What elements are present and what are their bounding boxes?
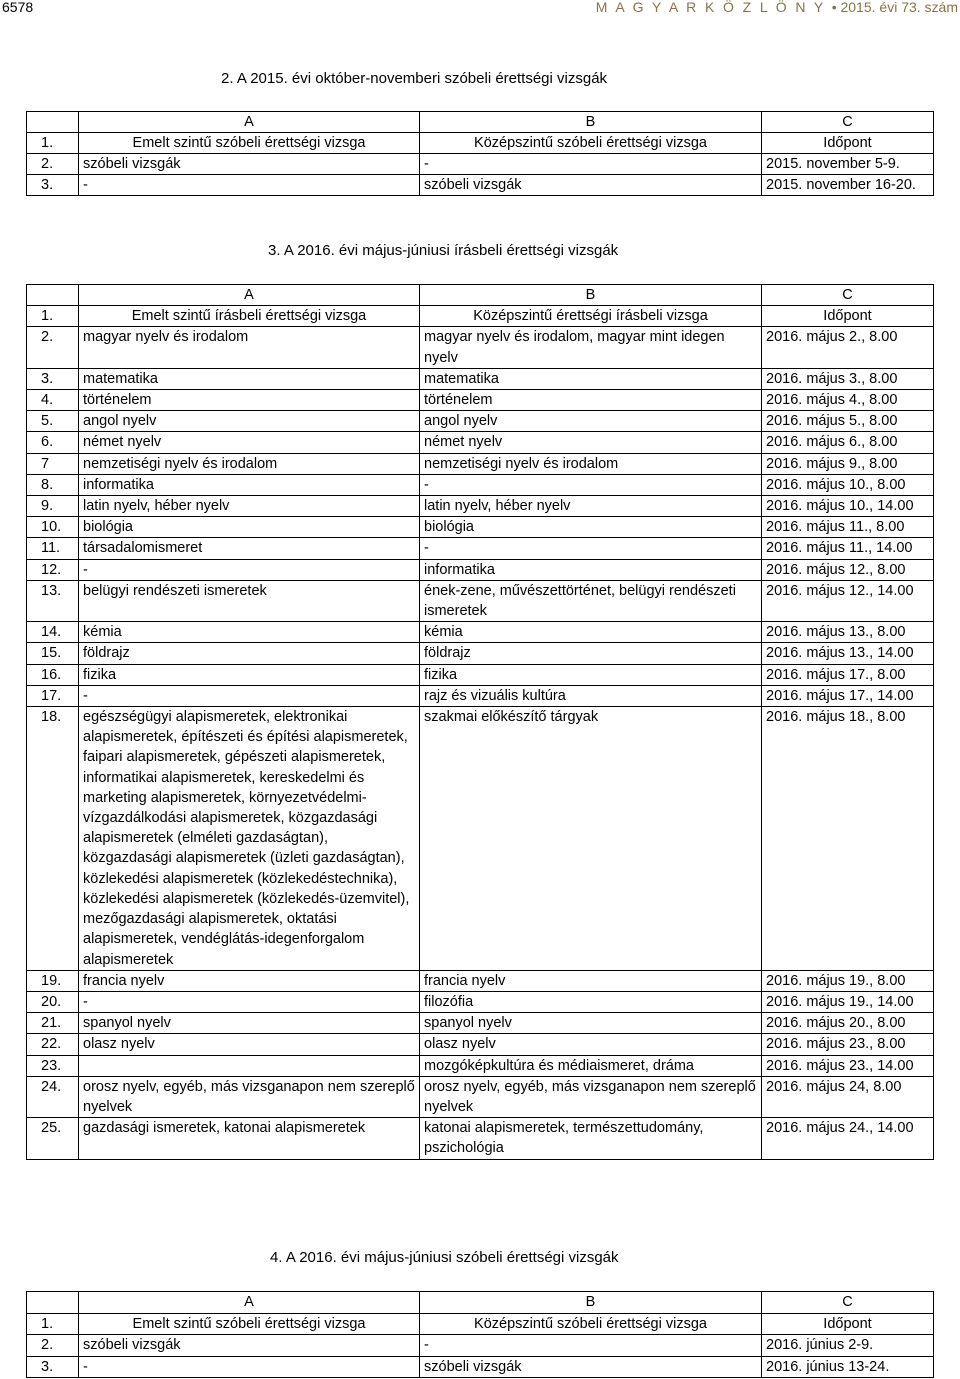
cell-emelt: - (79, 559, 420, 580)
column-letter: A (79, 285, 420, 306)
cell-kozep: - (420, 474, 762, 495)
cell-emelt: spanyol nyelv (79, 1013, 420, 1034)
column-letter: C (762, 1292, 934, 1314)
cell-emelt: matematika (79, 368, 420, 389)
column-letter: A (79, 1292, 420, 1314)
table-row (27, 368, 934, 389)
table-row (27, 496, 934, 517)
section-4-table (26, 1291, 934, 1378)
cell-idopont: 2016. május 12., 8.00 (762, 559, 934, 580)
table-row (27, 1335, 934, 1357)
cell-idopont: 2016. június 2-9. (762, 1335, 934, 1357)
cell-idopont: 2016. május 23., 14.00 (762, 1055, 934, 1076)
table-row (27, 411, 934, 432)
column-letter: B (420, 285, 762, 306)
cell-kozep: spanyol nyelv (420, 1013, 762, 1034)
cell-kozep: informatika (420, 559, 762, 580)
column-header-b: Középszintű érettségi írásbeli vizsga (420, 306, 762, 327)
cell-idopont: 2016. május 11., 8.00 (762, 517, 934, 538)
cell-idopont: 2016. május 11., 14.00 (762, 538, 934, 559)
column-header-row (27, 306, 934, 327)
page-header (0, 0, 960, 14)
section-3-table (26, 284, 934, 1160)
row-number: 13. (27, 580, 79, 621)
cell-emelt: fizika (79, 664, 420, 685)
column-letter: A (79, 112, 420, 133)
journal-name: M A G Y A R K Ö Z L Ö N Y (595, 0, 826, 15)
cell-kozep: katonai alapismeretek, természettudomány, pszichológia (420, 1118, 762, 1159)
cell-emelt: magyar nyelv és irodalom (79, 327, 420, 368)
cell-idopont: 2016. május 19., 14.00 (762, 991, 934, 1012)
cell-idopont: 2015. november 5-9. (762, 154, 934, 175)
row-number: 12. (27, 559, 79, 580)
column-header-b: Középszintű szóbeli érettségi vizsga (420, 1313, 762, 1335)
section-2-table (26, 111, 934, 196)
row-number: 3. (27, 1356, 79, 1378)
cell-idopont: 2016. május 3., 8.00 (762, 368, 934, 389)
corner-cell (27, 1292, 79, 1314)
row-number: 2. (27, 154, 79, 175)
cell-kozep: orosz nyelv, egyéb, más vizsganapon nem szereplő nyelvek (420, 1076, 762, 1117)
table-row (27, 643, 934, 664)
table-row (27, 432, 934, 453)
cell-idopont: 2016. május 2., 8.00 (762, 327, 934, 368)
row-number: 1. (27, 306, 79, 327)
row-number: 17. (27, 685, 79, 706)
row-number: 2. (27, 327, 79, 368)
cell-emelt: egészségügyi alapismeretek, elektronikai alapismeretek, építészeti és építési alapismeretek, faipari alapismeretek, gépészeti alapismeretek, informatikai alapismeretek, kereskedelmi és marketing alapismeretek, környezetvédelmi-vízgazdálkodási alapismeretek, közgazdasági alapismeretek (elméleti gazdaságtan), közgazdasági alapismeretek (üzleti gazdaságtan), közlekedési alapismeretek (közlekedéstechnika), közlekedési alapismeretek (közlekedés-üzemvitel), mezőgazdasági alapismeretek, oktatási alapismeretek, vendéglátás-idegenforgalom alapismeretek (79, 707, 420, 971)
column-header-row (27, 133, 934, 154)
row-number: 20. (27, 991, 79, 1012)
table-row (27, 580, 934, 621)
journal-title (596, 0, 958, 14)
table-row (27, 707, 934, 971)
column-letter: B (420, 1292, 762, 1314)
cell-idopont: 2016. május 24, 8.00 (762, 1076, 934, 1117)
cell-kozep: mozgóképkultúra és médiaismeret, dráma (420, 1055, 762, 1076)
row-number: 1. (27, 1313, 79, 1335)
row-number: 2. (27, 1335, 79, 1357)
column-header-c: Időpont (762, 1313, 934, 1335)
table-row (27, 1076, 934, 1117)
cell-emelt: - (79, 991, 420, 1012)
row-number: 25. (27, 1118, 79, 1159)
page-number: 6578 (2, 0, 34, 15)
cell-kozep: ének-zene, művészettörténet, belügyi rendészeti ismeretek (420, 580, 762, 621)
row-number: 19. (27, 970, 79, 991)
table-row (27, 453, 934, 474)
column-letter: C (762, 112, 934, 133)
row-number: 10. (27, 517, 79, 538)
cell-idopont: 2016. május 19., 8.00 (762, 970, 934, 991)
cell-idopont: 2016. május 9., 8.00 (762, 453, 934, 474)
cell-idopont: 2016. május 24., 14.00 (762, 1118, 934, 1159)
section-4-title: 4. A 2016. évi május-júniusi szóbeli érettségi vizsgák (270, 1249, 619, 1266)
cell-emelt: földrajz (79, 643, 420, 664)
cell-emelt: német nyelv (79, 432, 420, 453)
cell-idopont: 2016. június 13-24. (762, 1356, 934, 1378)
row-number: 18. (27, 707, 79, 971)
row-number: 15. (27, 643, 79, 664)
row-number: 5. (27, 411, 79, 432)
cell-idopont: 2016. május 17., 14.00 (762, 685, 934, 706)
table-row (27, 991, 934, 1012)
cell-idopont: 2016. május 10., 14.00 (762, 496, 934, 517)
cell-kozep: szakmai előkészítő tárgyak (420, 707, 762, 971)
cell-emelt (79, 1055, 420, 1076)
cell-emelt: - (79, 1356, 420, 1378)
table-row (27, 474, 934, 495)
column-header-b: Középszintű szóbeli érettségi vizsga (420, 133, 762, 154)
cell-emelt: kémia (79, 622, 420, 643)
cell-kozep: kémia (420, 622, 762, 643)
cell-emelt: informatika (79, 474, 420, 495)
column-header-c: Időpont (762, 306, 934, 327)
column-letter: B (420, 112, 762, 133)
table-row (27, 154, 934, 175)
cell-kozep: francia nyelv (420, 970, 762, 991)
column-header-a: Emelt szintű szóbeli érettségi vizsga (79, 133, 420, 154)
cell-emelt: szóbeli vizsgák (79, 1335, 420, 1357)
cell-idopont: 2016. május 13., 8.00 (762, 622, 934, 643)
table-row (27, 559, 934, 580)
cell-kozep: - (420, 538, 762, 559)
cell-emelt: orosz nyelv, egyéb, más vizsganapon nem szereplő nyelvek (79, 1076, 420, 1117)
cell-kozep: földrajz (420, 643, 762, 664)
cell-idopont: 2016. május 23., 8.00 (762, 1034, 934, 1055)
cell-kozep: nemzetiségi nyelv és irodalom (420, 453, 762, 474)
table-row (27, 622, 934, 643)
table-row (27, 538, 934, 559)
table-row (27, 1118, 934, 1159)
table-row (27, 327, 934, 368)
cell-kozep: - (420, 154, 762, 175)
cell-kozep: rajz és vizuális kultúra (420, 685, 762, 706)
cell-kozep: fizika (420, 664, 762, 685)
cell-emelt: szóbeli vizsgák (79, 154, 420, 175)
cell-emelt: gazdasági ismeretek, katonai alapismeretek (79, 1118, 420, 1159)
table-row (27, 1034, 934, 1055)
cell-idopont: 2015. november 16-20. (762, 175, 934, 196)
cell-idopont: 2016. május 5., 8.00 (762, 411, 934, 432)
row-number: 24. (27, 1076, 79, 1117)
cell-idopont: 2016. május 12., 14.00 (762, 580, 934, 621)
journal-issue: • 2015. évi 73. szám (831, 0, 958, 15)
row-number: 1. (27, 133, 79, 154)
cell-idopont: 2016. május 4., 8.00 (762, 390, 934, 411)
cell-idopont: 2016. május 20., 8.00 (762, 1013, 934, 1034)
row-number: 23. (27, 1055, 79, 1076)
table-row (27, 1055, 934, 1076)
table-row (27, 175, 934, 196)
row-number: 14. (27, 622, 79, 643)
row-number: 16. (27, 664, 79, 685)
table-row (27, 685, 934, 706)
row-number: 3. (27, 368, 79, 389)
cell-kozep: német nyelv (420, 432, 762, 453)
row-number: 8. (27, 474, 79, 495)
row-number: 6. (27, 432, 79, 453)
column-header-c: Időpont (762, 133, 934, 154)
row-number: 21. (27, 1013, 79, 1034)
cell-emelt: - (79, 175, 420, 196)
cell-kozep: latin nyelv, héber nyelv (420, 496, 762, 517)
cell-emelt: történelem (79, 390, 420, 411)
cell-emelt: nemzetiségi nyelv és irodalom (79, 453, 420, 474)
cell-emelt: - (79, 685, 420, 706)
cell-idopont: 2016. május 6., 8.00 (762, 432, 934, 453)
cell-emelt: biológia (79, 517, 420, 538)
table-row (27, 664, 934, 685)
row-number: 3. (27, 175, 79, 196)
column-letters-row (27, 112, 934, 133)
corner-cell (27, 112, 79, 133)
cell-emelt: olasz nyelv (79, 1034, 420, 1055)
cell-kozep: matematika (420, 368, 762, 389)
cell-kozep: angol nyelv (420, 411, 762, 432)
column-letters-row (27, 285, 934, 306)
cell-kozep: - (420, 1335, 762, 1357)
column-letter: C (762, 285, 934, 306)
row-number: 7 (27, 453, 79, 474)
cell-idopont: 2016. május 18., 8.00 (762, 707, 934, 971)
cell-idopont: 2016. május 13., 14.00 (762, 643, 934, 664)
cell-emelt: társadalomismeret (79, 538, 420, 559)
cell-kozep: magyar nyelv és irodalom, magyar mint idegen nyelv (420, 327, 762, 368)
cell-kozep: szóbeli vizsgák (420, 175, 762, 196)
table-row (27, 1356, 934, 1378)
cell-kozep: biológia (420, 517, 762, 538)
cell-kozep: olasz nyelv (420, 1034, 762, 1055)
row-number: 9. (27, 496, 79, 517)
row-number: 11. (27, 538, 79, 559)
cell-emelt: latin nyelv, héber nyelv (79, 496, 420, 517)
table-row (27, 390, 934, 411)
row-number: 4. (27, 390, 79, 411)
row-number: 22. (27, 1034, 79, 1055)
cell-idopont: 2016. május 17., 8.00 (762, 664, 934, 685)
cell-emelt: angol nyelv (79, 411, 420, 432)
corner-cell (27, 285, 79, 306)
cell-emelt: belügyi rendészeti ismeretek (79, 580, 420, 621)
cell-kozep: történelem (420, 390, 762, 411)
cell-kozep: filozófia (420, 991, 762, 1012)
column-letters-row (27, 1292, 934, 1314)
column-header-row (27, 1313, 934, 1335)
column-header-a: Emelt szintű írásbeli érettségi vizsga (79, 306, 420, 327)
table-row (27, 1013, 934, 1034)
cell-idopont: 2016. május 10., 8.00 (762, 474, 934, 495)
cell-emelt: francia nyelv (79, 970, 420, 991)
column-header-a: Emelt szintű szóbeli érettségi vizsga (79, 1313, 420, 1335)
cell-kozep: szóbeli vizsgák (420, 1356, 762, 1378)
table-row (27, 970, 934, 991)
section-3-title: 3. A 2016. évi május-júniusi írásbeli érettségi vizsgák (268, 242, 619, 259)
section-2-title: 2. A 2015. évi október-novemberi szóbeli érettségi vizsgák (221, 70, 608, 87)
table-row (27, 517, 934, 538)
